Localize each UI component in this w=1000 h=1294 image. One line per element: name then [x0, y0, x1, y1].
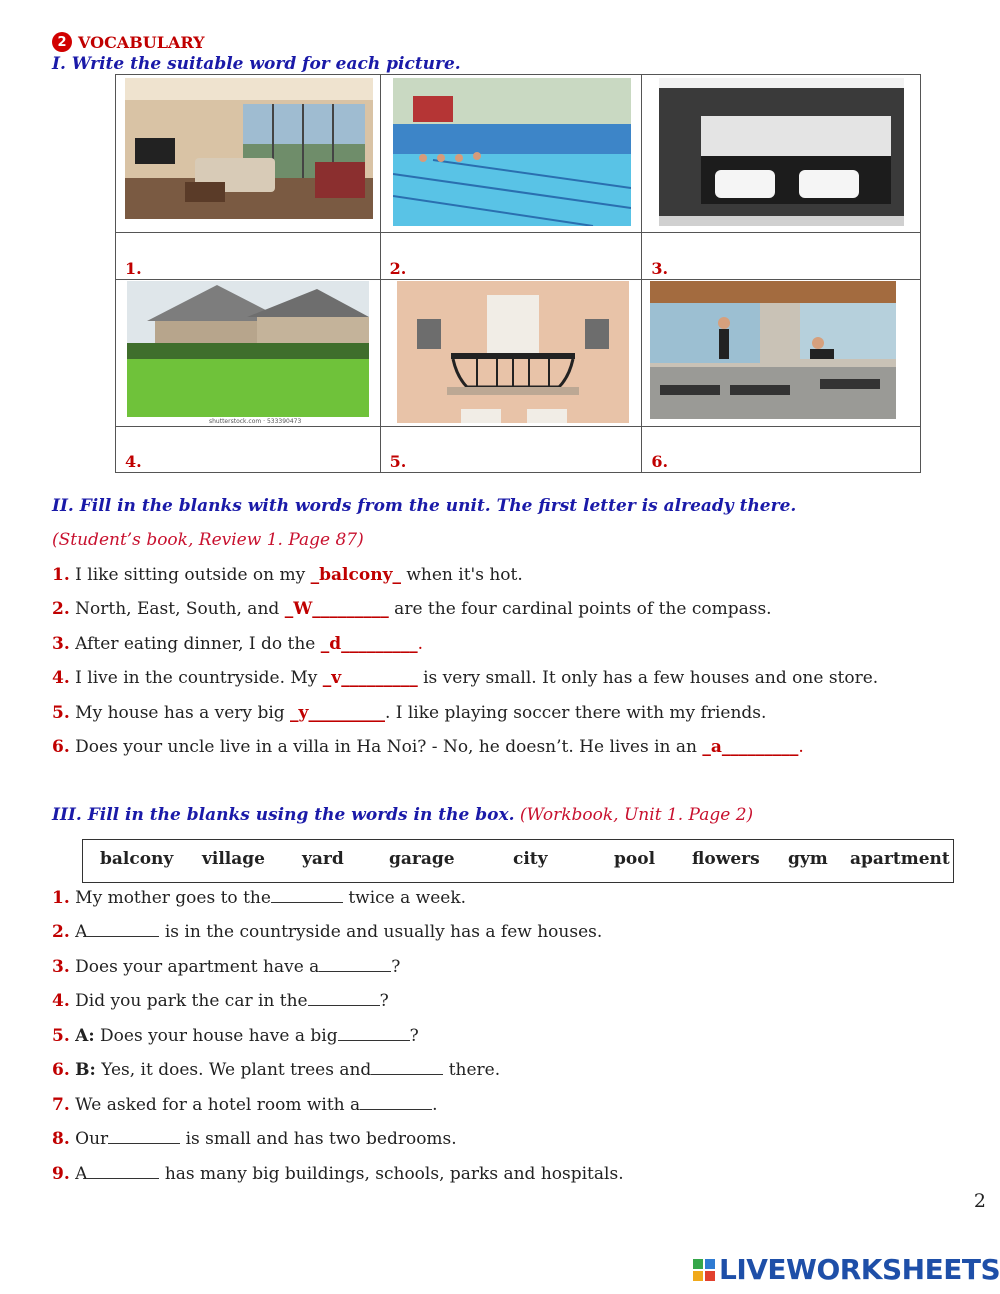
garage-picture	[659, 78, 904, 226]
part3-item-5	[52, 1026, 419, 1046]
item-text: I like sitting outside on my	[75, 565, 311, 585]
item-number: 2.	[52, 922, 70, 942]
item-text: We asked for a hotel room with a	[75, 1095, 361, 1115]
picture-label-2: 2.	[389, 259, 407, 278]
item-text-end: . I like playing soccer there with my friends.	[384, 703, 767, 723]
item-text: Does your house have a big	[94, 1026, 338, 1046]
part1-heading: I. Write the suitable word for each picture.	[52, 54, 461, 74]
picture-cell-1	[116, 75, 381, 233]
item-text-end: twice a week.	[342, 888, 467, 908]
answer-text[interactable]: _a	[702, 737, 722, 757]
item-text-end: .	[798, 737, 804, 757]
label-cell-1	[116, 233, 381, 280]
word-box	[82, 839, 954, 883]
balcony-picture	[397, 281, 629, 423]
item-text: Our	[75, 1129, 109, 1149]
item-text: North, East, South, and	[75, 599, 285, 619]
picture-label-6: 6.	[651, 452, 669, 471]
picture-cell-6	[642, 280, 921, 427]
logo-grid-icon	[693, 1259, 715, 1281]
item-number: 6.	[52, 737, 70, 757]
part3-heading-row	[52, 805, 753, 825]
item-text: Does your uncle live in a villa in Ha Noi? - No, he doesn’t. He lives in an	[75, 737, 703, 757]
answer-blank[interactable]: _________	[721, 737, 799, 757]
picture-label-1: 1.	[125, 259, 142, 278]
item-text-end: is small and has two bedrooms.	[180, 1129, 457, 1149]
item-text: After eating dinner, I do the	[75, 634, 321, 654]
part3-item-4	[52, 991, 389, 1011]
item-text: I live in the countryside. My	[75, 668, 323, 688]
picture-cell-2	[380, 75, 642, 233]
item-text-end: ?	[409, 1026, 419, 1046]
word-balcony: balcony	[100, 849, 174, 869]
part3-item-3	[52, 957, 400, 977]
item-text: Yes, it does. We plant trees and	[95, 1060, 372, 1080]
part3-item-8	[52, 1129, 457, 1149]
page-number: 2	[973, 1190, 986, 1212]
word-garage: garage	[389, 849, 455, 869]
item-number: 9.	[52, 1164, 70, 1184]
label-cell-6	[642, 427, 921, 473]
item-text-end: has many big buildings, schools, parks and hospitals.	[159, 1164, 624, 1184]
answer-blank[interactable]	[87, 922, 159, 937]
living-room-picture	[125, 78, 373, 219]
part3-item-2	[52, 922, 602, 942]
answer-blank[interactable]	[319, 957, 391, 972]
label-cell-5	[380, 427, 642, 473]
answer-blank[interactable]	[271, 888, 343, 903]
item-text-end: ?	[379, 991, 389, 1011]
item-text-end: .	[432, 1095, 438, 1115]
item-number: 5.	[52, 703, 70, 723]
answer-blank[interactable]: _________	[341, 668, 418, 688]
answer-blank[interactable]	[308, 991, 380, 1006]
word-apartment: apartment	[850, 849, 950, 869]
photo-caption: shutterstock.com · 533390473	[209, 418, 302, 425]
answer-blank[interactable]	[360, 1095, 432, 1110]
answer-text[interactable]: _y	[290, 703, 309, 723]
part3-item-1	[52, 888, 466, 908]
yard-picture	[127, 281, 369, 425]
item-number: 5.	[52, 1026, 70, 1046]
answer-text[interactable]: _W	[284, 599, 313, 619]
item-text: A	[75, 1164, 88, 1184]
item-number: 2.	[52, 599, 70, 619]
word-yard: yard	[302, 849, 344, 869]
picture-label-4: 4.	[125, 452, 142, 471]
answer-blank[interactable]	[87, 1164, 159, 1179]
answer-blank[interactable]	[338, 1026, 410, 1041]
section-number-badge: 2	[52, 32, 72, 52]
part2-item-2	[52, 599, 772, 619]
speaker-label: A:	[75, 1026, 95, 1046]
part2-item-4	[52, 668, 878, 688]
picture-cell-3	[642, 75, 921, 233]
part2-item-3	[52, 634, 423, 654]
item-text-end: is very small. It only has a few houses and one store.	[417, 668, 879, 688]
section-title: VOCABULARY	[78, 32, 205, 52]
item-number: 7.	[52, 1095, 70, 1115]
answer-text[interactable]: _v	[322, 668, 342, 688]
part3-item-7	[52, 1095, 438, 1115]
part2-heading: II. Fill in the blanks with words from the unit. The first letter is already there.	[52, 496, 797, 516]
picture-label-3: 3.	[651, 259, 669, 278]
section-header	[52, 32, 205, 52]
label-cell-2	[380, 233, 642, 280]
item-text-end: ?	[391, 957, 401, 977]
answer-blank[interactable]	[371, 1060, 443, 1075]
part2-item-1	[52, 565, 523, 585]
part2-item-6	[52, 737, 804, 757]
word-flowers: flowers	[692, 849, 760, 869]
item-text: A	[75, 922, 88, 942]
item-text-end: .	[417, 634, 424, 654]
item-text: Does your apartment have a	[75, 957, 320, 977]
part2-item-5	[52, 703, 766, 723]
item-text: Did you park the car in the	[75, 991, 308, 1011]
item-number: 8.	[52, 1129, 70, 1149]
item-number: 6.	[52, 1060, 70, 1080]
item-text-end: are the four cardinal points of the compass.	[388, 599, 772, 619]
answer-blank[interactable]: _________	[341, 634, 418, 654]
word-city: city	[513, 849, 548, 869]
item-text-end: is in the countryside and usually has a few houses.	[159, 922, 603, 942]
part3-source: (Workbook, Unit 1. Page 2)	[519, 805, 754, 825]
answer-blank[interactable]: _________	[308, 703, 385, 723]
label-cell-4	[116, 427, 381, 473]
item-text-end: when it's hot.	[400, 565, 523, 585]
part3-item-9	[52, 1164, 624, 1184]
answer-text[interactable]: _balcony_	[310, 565, 401, 585]
brand-name: LIVEWORKSHEETS	[719, 1253, 1000, 1286]
item-text-end: there.	[443, 1060, 501, 1080]
word-gym: gym	[788, 849, 828, 869]
item-number: 4.	[52, 668, 70, 688]
word-village: village	[202, 849, 265, 869]
item-number: 1.	[52, 888, 70, 908]
answer-text[interactable]: _d	[320, 634, 342, 654]
item-number: 3.	[52, 957, 70, 977]
answer-blank[interactable]: _________	[312, 599, 389, 619]
liveworksheets-logo[interactable]	[693, 1253, 1000, 1286]
part3-heading: III. Fill in the blanks using the words in the box.	[52, 805, 515, 825]
speaker-label: B:	[75, 1060, 96, 1080]
picture-cell-4	[116, 280, 381, 427]
picture-table	[115, 74, 921, 473]
part2-source: (Student’s book, Review 1. Page 87)	[52, 530, 364, 550]
item-text: My house has a very big	[75, 703, 291, 723]
item-number: 4.	[52, 991, 70, 1011]
picture-label-5: 5.	[389, 452, 407, 471]
swimming-pool-picture	[393, 78, 631, 226]
item-number: 1.	[52, 565, 70, 585]
part3-item-6	[52, 1060, 500, 1080]
answer-blank[interactable]	[108, 1129, 180, 1144]
gym-picture	[650, 281, 896, 419]
item-number: 3.	[52, 634, 70, 654]
label-cell-3	[642, 233, 921, 280]
picture-cell-5	[380, 280, 642, 427]
item-text: My mother goes to the	[75, 888, 271, 908]
word-pool: pool	[614, 849, 656, 869]
